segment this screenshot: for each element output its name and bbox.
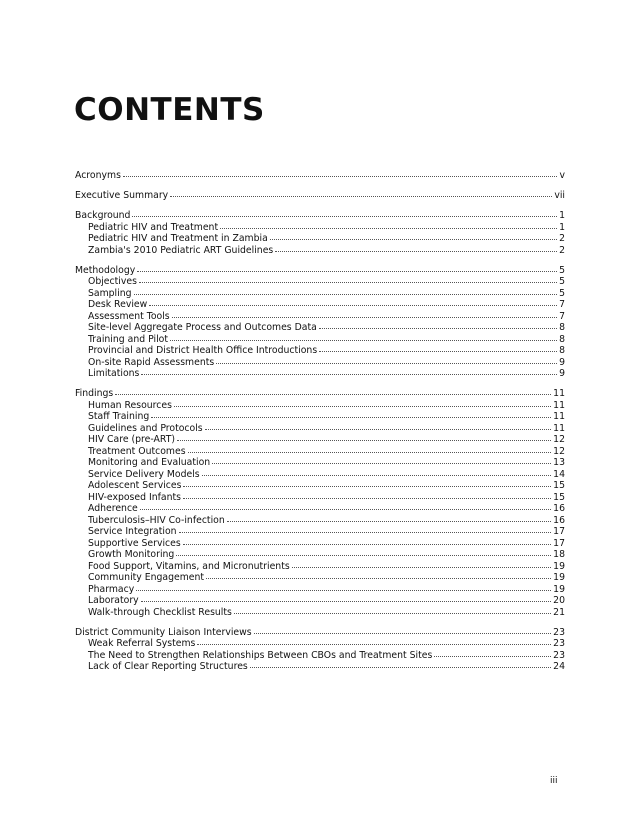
toc-entry-label: Monitoring and Evaluation — [88, 457, 211, 468]
toc-entry-label: Service Integration — [88, 526, 177, 537]
dot-leader — [177, 431, 551, 441]
toc-entry-page: 2 — [559, 244, 565, 256]
dot-leader — [179, 523, 552, 533]
toc-entry-label: Findings — [75, 388, 114, 399]
toc-entry-label: Zambia's 2010 Pediatric ART Guidelines — [88, 244, 274, 256]
dot-leader — [172, 308, 557, 318]
toc-entry-page: vii — [554, 190, 565, 201]
toc-entry-label: Objectives — [88, 276, 137, 287]
toc-entry-page: 20 — [553, 595, 565, 606]
toc-entry-label: Staff Training — [88, 411, 150, 422]
dot-leader — [319, 319, 557, 329]
toc-entry-label: Laboratory — [88, 595, 139, 606]
dot-leader — [254, 624, 552, 634]
toc-entry-label: Guidelines and Protocols — [88, 422, 203, 434]
toc-entry-page: 14 — [553, 468, 565, 480]
toc-subentry[interactable] — [75, 659, 565, 671]
toc-entry-page: 11 — [553, 411, 565, 422]
dot-leader — [197, 635, 551, 645]
dot-leader — [188, 443, 552, 453]
toc-entry-page: 9 — [559, 368, 565, 379]
toc-entry-page: 23 — [553, 638, 565, 649]
dot-leader — [227, 512, 551, 522]
toc-entry-page: 5 — [559, 287, 565, 299]
toc-entry-page: 19 — [553, 583, 565, 595]
toc-entry-label: District Community Liaison Interviews — [75, 626, 252, 638]
toc-entry-page: 12 — [553, 434, 565, 445]
dot-leader — [212, 454, 551, 464]
toc-entry-page: 7 — [559, 299, 565, 310]
toc-entry-page: 15 — [553, 480, 565, 491]
toc-entry-label: On-site Rapid Assessments — [88, 356, 215, 368]
dot-leader — [123, 167, 558, 177]
toc-subentry[interactable] — [75, 243, 565, 255]
toc-entry-page: 18 — [553, 549, 565, 560]
toc-entry-page: 11 — [553, 422, 565, 434]
toc-entry-page: 12 — [553, 445, 565, 457]
toc-entry-page: 8 — [559, 333, 565, 345]
toc-entry-label: Limitations — [88, 368, 140, 379]
dot-leader — [151, 408, 551, 418]
toc-entry-page: 17 — [553, 526, 565, 537]
toc-entry-label: Sampling — [88, 287, 132, 299]
table-of-contents — [75, 168, 565, 671]
toc-entry-page: 21 — [553, 606, 565, 618]
dot-leader — [292, 558, 551, 568]
toc-entry-page: 9 — [559, 356, 565, 368]
toc-entry-label: Training and Pilot — [88, 333, 168, 345]
toc-subentry[interactable] — [75, 366, 565, 378]
toc-entry-page: 1 — [559, 210, 565, 221]
dot-leader — [134, 285, 558, 295]
dot-leader — [202, 466, 552, 476]
dot-leader — [141, 365, 557, 375]
dot-leader — [140, 500, 551, 510]
toc-entry-page: 16 — [553, 503, 565, 514]
dot-leader — [234, 604, 551, 614]
toc-entry-label: Pediatric HIV and Treatment — [88, 221, 219, 233]
toc-entry-label: Weak Referral Systems — [88, 638, 196, 649]
dot-leader — [206, 569, 551, 579]
toc-entry-label: HIV Care (pre-ART) — [88, 434, 175, 445]
toc-entry-label: The Need to Strengthen Relationships Between CBOs and Treatment Sites — [88, 649, 433, 661]
toc-entry-label: HIV-exposed Infants — [88, 491, 181, 503]
toc-entry-page: 17 — [553, 537, 565, 549]
toc-entry-label: Adolescent Services — [88, 480, 182, 491]
toc-entry-label: Methodology — [75, 264, 136, 276]
dot-leader — [139, 273, 557, 283]
page-number: iii — [550, 776, 558, 786]
dot-leader — [319, 342, 557, 352]
dot-leader — [270, 230, 557, 240]
dot-leader — [136, 581, 551, 591]
dot-leader — [434, 647, 551, 657]
toc-entry-label: Growth Monitoring — [88, 549, 175, 560]
toc-entry-page: 7 — [559, 310, 565, 322]
toc-entry-label: Executive Summary — [75, 190, 169, 201]
dot-leader — [205, 420, 552, 430]
toc-entry-page: 15 — [553, 491, 565, 503]
toc-entry-page: 23 — [553, 649, 565, 661]
dot-leader — [250, 658, 551, 668]
dot-leader — [141, 592, 552, 602]
toc-entry[interactable] — [75, 168, 565, 180]
toc-entry-page: 1 — [559, 221, 565, 233]
toc-entry-label: Site-level Aggregate Process and Outcomes Data — [88, 322, 317, 333]
dot-leader — [220, 219, 557, 229]
toc-entry-label: Pharmacy — [88, 583, 135, 595]
toc-entry-label: Walk-through Checklist Results — [88, 606, 232, 618]
toc-entry-label: Provincial and District Health Office Introductions — [88, 345, 318, 356]
toc-entry-label: Desk Review — [88, 299, 148, 310]
toc-entry-label: Service Delivery Models — [88, 468, 200, 480]
toc-entry-page: 23 — [553, 626, 565, 638]
dot-leader — [275, 242, 557, 252]
dot-leader — [149, 296, 557, 306]
dot-leader — [170, 331, 557, 341]
toc-entry[interactable] — [75, 188, 565, 200]
toc-entry-page: 13 — [553, 457, 565, 468]
toc-entry-label: Human Resources — [88, 399, 172, 411]
toc-entry-label: Background — [75, 210, 131, 221]
toc-entry-label: Community Engagement — [88, 572, 205, 583]
toc-entry-label: Lack of Clear Reporting Structures — [88, 661, 248, 672]
dot-leader — [115, 385, 551, 395]
toc-entry-label: Supportive Services — [88, 537, 181, 549]
page-title: CONTENTS — [74, 92, 265, 128]
dot-leader — [137, 262, 557, 272]
toc-entry-label: Assessment Tools — [88, 310, 170, 322]
toc-subentry[interactable] — [75, 605, 565, 617]
dot-leader — [216, 354, 557, 364]
toc-entry-page: 16 — [553, 514, 565, 526]
toc-entry-label: Pediatric HIV and Treatment in Zambia — [88, 233, 268, 244]
toc-entry-page: v — [559, 170, 565, 181]
dot-leader — [176, 546, 551, 556]
toc-entry-page: 19 — [553, 560, 565, 572]
toc-entry-page: 11 — [553, 399, 565, 411]
toc-entry-page: 24 — [553, 661, 565, 672]
toc-entry-page: 11 — [553, 388, 565, 399]
toc-entry-page: 8 — [559, 345, 565, 356]
toc-entry-page: 19 — [553, 572, 565, 583]
dot-leader — [132, 207, 557, 217]
dot-leader — [183, 535, 551, 545]
toc-entry-label: Adherence — [88, 503, 138, 514]
toc-entry-page: 8 — [559, 322, 565, 333]
toc-entry-label: Food Support, Vitamins, and Micronutrients — [88, 560, 290, 572]
dot-leader — [183, 489, 551, 499]
dot-leader — [183, 477, 551, 487]
dot-leader — [174, 397, 551, 407]
toc-entry-label: Acronyms — [75, 170, 121, 181]
toc-entry-label: Treatment Outcomes — [88, 445, 186, 457]
toc-entry-page: 2 — [559, 233, 565, 244]
toc-entry-label: Tuberculosis–HIV Co-infection — [88, 514, 225, 526]
toc-entry-page: 5 — [559, 276, 565, 287]
dot-leader — [170, 187, 552, 197]
toc-entry-page: 5 — [559, 264, 565, 276]
